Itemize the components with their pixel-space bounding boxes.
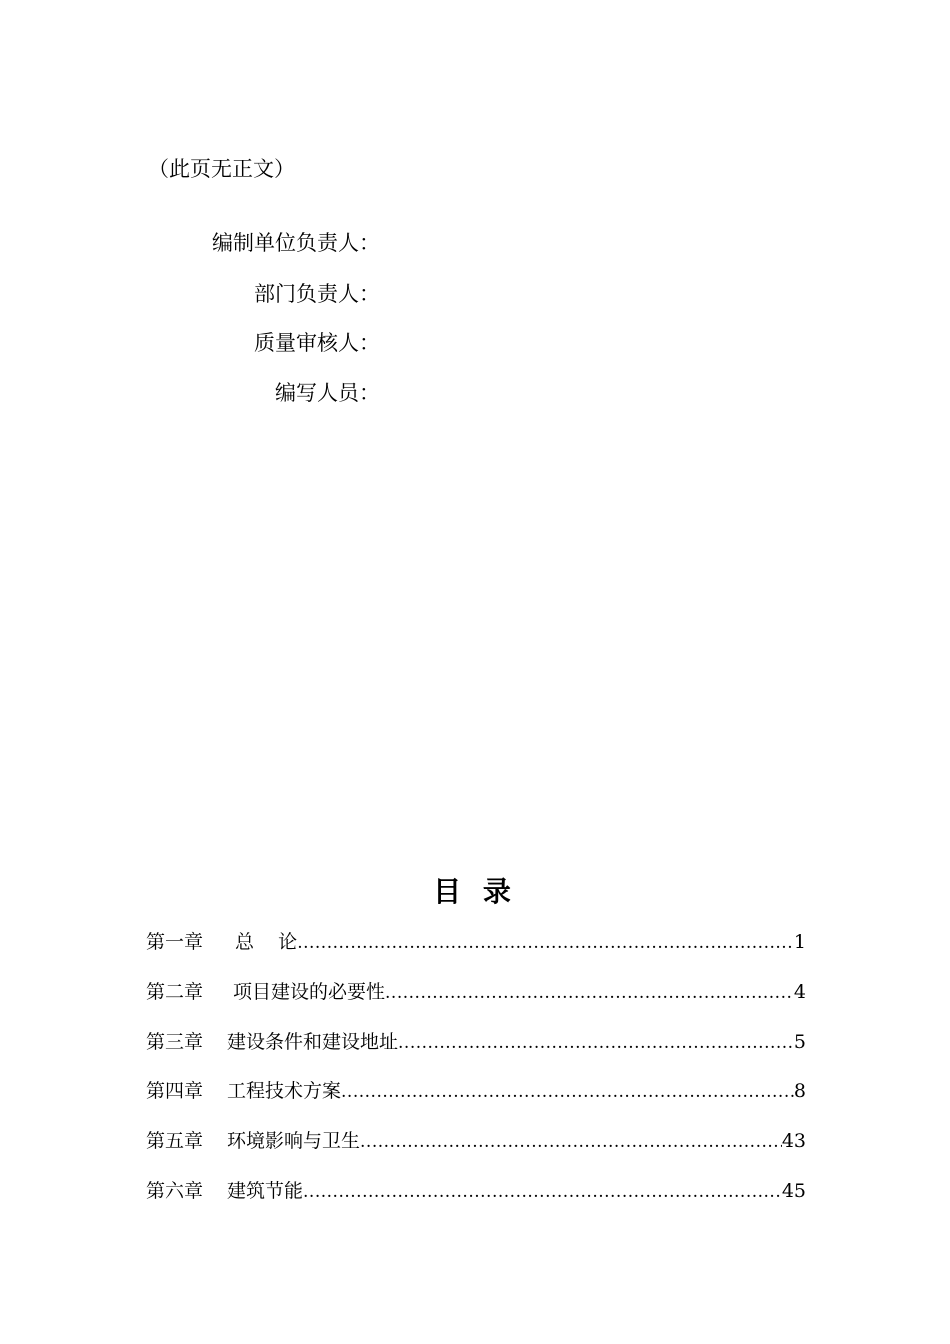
toc-entry[interactable] [146, 1176, 806, 1226]
signature-unit-head: 编制单位负责人： [212, 231, 380, 255]
toc-chapter-title: 环境影响与卫生 [227, 1130, 361, 1153]
toc-entry[interactable] [146, 977, 806, 1027]
signature-writers: 编写人员： [275, 381, 380, 405]
toc-entry[interactable] [146, 1126, 806, 1176]
toc-entry[interactable] [146, 1076, 806, 1126]
toc-leader-dots [360, 1127, 782, 1157]
toc-leader-dots [297, 928, 794, 958]
toc-chapter-number: 第一章 [146, 931, 204, 953]
toc-leader-dots [398, 1028, 794, 1058]
toc-leader-dots [385, 978, 794, 1008]
toc-page-number: 5 [793, 1030, 806, 1053]
toc-chapter-number: 第五章 [146, 1130, 204, 1153]
toc-leader-dots [341, 1077, 794, 1107]
toc-page-number: 45 [781, 1179, 806, 1202]
toc-leader-dots [303, 1177, 782, 1207]
toc-chapter-number: 第四章 [146, 1080, 204, 1103]
signature-department-head: 部门负责人： [254, 282, 380, 306]
toc-chapter-number: 第六章 [146, 1179, 204, 1202]
cover-note: （此页无正文） [148, 157, 295, 181]
table-of-contents [146, 927, 806, 1226]
toc-page-number: 43 [781, 1130, 806, 1153]
toc-chapter-title: 项目建设的必要性 [233, 980, 386, 1003]
toc-chapter-number: 第二章 [146, 980, 204, 1003]
toc-heading: 目 录 [433, 875, 517, 908]
toc-chapter-title: 建筑节能 [227, 1179, 304, 1202]
toc-chapter-number: 第三章 [146, 1030, 204, 1053]
toc-chapter-title: 建设条件和建设地址 [227, 1030, 399, 1053]
toc-page-number: 4 [793, 980, 806, 1003]
toc-page-number: 1 [793, 931, 806, 953]
signature-quality-reviewer: 质量审核人： [254, 331, 380, 355]
toc-entry[interactable] [146, 1027, 806, 1077]
toc-entry[interactable] [146, 927, 806, 977]
toc-page-number: 8 [793, 1080, 806, 1103]
toc-chapter-title: 总 论 [235, 931, 298, 953]
toc-chapter-title: 工程技术方案 [227, 1080, 342, 1103]
